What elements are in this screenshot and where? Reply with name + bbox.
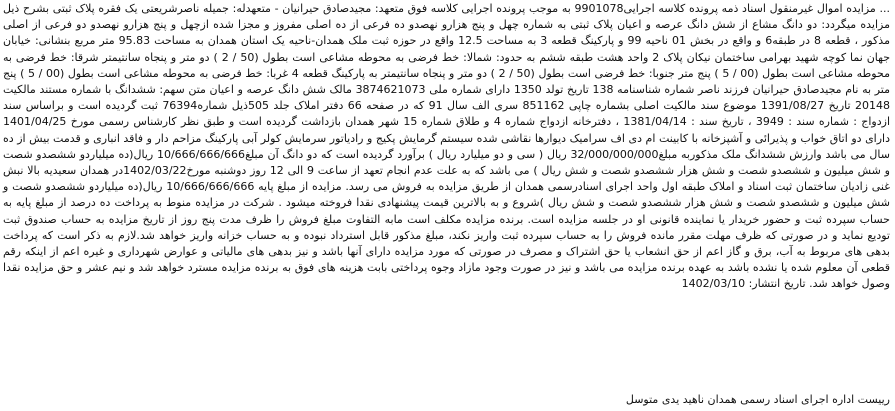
signature-line: رییست اداره اجرای اسناد رسمی همدان ناهید یدی متوسل: [625, 393, 890, 406]
notice-body-paragraph: ... مزایده اموال غیرمنقول اسناد ذمه پرونده کلاسه اجرایی9901078 به موجب پرونده اجرایی کلاسه فوق متعهد: مجیدصادق حیرانیان - متعهدله: جمیله ناصرشریعتی یک فقره پلاک ثبتی بشرح ذیل مزایده میگردد: دو دانگ مشاع از شش دانگ عرصه و اعیان پلاک ثبتی به شماره چهل و پنج هزارو نهصدو ده فرعی از ده اصلی مفروز و مجزا شده ازچهل و پنج هزارو نهصدو دو فرعی از اصلی مذکور ، قطعه 8 در طبقه6 و واقع در بخش 01 ناحیه 99 و پارکینگ قطعه 3 به مساحت 12.5 واقع در حوزه ثبت ملک همدان-ناحیه یک استان همدان به مساحت 95.83 متر مربع بنشانی: خیابان جهان نما کوچه شهید بهرامی ساختمان نیکان پلاک 2 واحد هشت طبقه ششم به حدود: شمالا: خط فرضی به محوطه مشاعی است بطول (50 / 2 ) دو متر و پنجاه سانتیمتر شرقا: خط فرضی به محوطه مشاعی است بطول (00 / 5 ) پنج متر جنوبا: خط فرضی است بطول (50 / 2 ) دو متر و پنجاه سانتیمتر به پارکینگ قطعه 4 غربا: خط فرضی به محوطه مشاعی است بطول (00 / 5 ) پنج متر به نام مجیدصادق حیرانیان فرزند ناصر شماره شناسنامه 138 تاریخ تولد 1350 دارای شماره ملی 3874621073 مالک شش دانگ عرصه و اعیان متن سهم: ششدانگ با شماره مستند مالکیت 20148 تاریخ 1391/08/27 موضوع سند مالکیت اصلی بشماره چاپی 851162 سری الف سال 91 که در صفحه 66 دفتر املاک جلد 505ذیل شماره76394 ثبت گردیده است و براساس سند ازدواج : شماره سند : 3949 ، تاریخ سند : 1381/04/14 ، دفترخانه ازدواج شماره 4 و طلاق شماره 15 شهر همدان بازداشت گردیده است و طبق نظر کارشناس رسمی مورخ 1401/04/25 دارای دو اتاق خواب و پذیرائی و آشپزخانه با کابینت ام دی اف سرامیک دیوارها نقاشی شده سیستم گرمایش پکیج و رادیاتور سرمایش کولر آبی پارکینگ مزاحم دار و فاقد انباری و قدمت بیش از ده سال می باشد وارزش ششدانگ ملک مذکوربه مبلغ32/000/000/000 ریال ( سی و دو میلیارد ریال ) برآورد گردیده است که دو دانگ آن مبلغ10/666/666/666 ریال(ده میلیاردو ششصدو شصت و شش میلیون و ششصدو شصت و شش هزار ششصدو شصت و شش ریال ) می باشد که به علت عدم انجام تعهد از ساعت 9 الی 12 روز دوشنبه مورخ1402/03/22در همدان سعیدیه بالا نبش غنی زادیان ساختمان ثبت اسناد و املاک طبقه اول واحد اجرای اسنادرسمی همدان از طریق مزایده به فروش می رسد. مزایده از مبلغ پایه 10/666/666/666 ریال(ده میلیاردو ششصدو شصت و شش میلیون و ششصدو شصت و شش هزار ششصدو شصت و شش ریال )شروع و به بالاترین قیمت پیشنهادی نقدا فروخته میشود . شرکت در مزایده منوط به پرداخت ده درصد از مبلغ پایه به حساب سپرده ثبت و حضور خریدار یا نماینده قانونی او در جلسه مزایده است. برنده مزایده مکلف است مابه التفاوت مبلغ فروش را ظرف مدت پنج روز از تاریخ مزایده به حساب صندوق ثبت تودیع نماید و در صورتی که ظرف مهلت مقرر مانده فروش را به حساب سپرده ثبت واریز نکند، مبلغ مذکور قابل استرداد نبوده و به حساب خزانه واریز خواهد شد.لازم به ذکر است که پرداخت بدهی های مربوط به آب، برق و گاز اعم از حق انشعاب یا حق اشتراک و مصرف در صورتی که مورد مزایده دارای آنها باشد و نیز بدهی های مالیاتی و عوارض شهرداری و غیره اعم از اینکه رقم قطعی آن معلوم شده یا نشده باشد به عهده برنده مزایده می باشد و نیز در صورت وجود مازاد وجوه پرداختی بابت هزینه های فوق به برنده مزایده مسترد خواهد شد و نیم عشر و حق مزایده نقدا وصول خواهد شد. تاریخ انتشار: 1402/03/10: [3, 2, 891, 291]
